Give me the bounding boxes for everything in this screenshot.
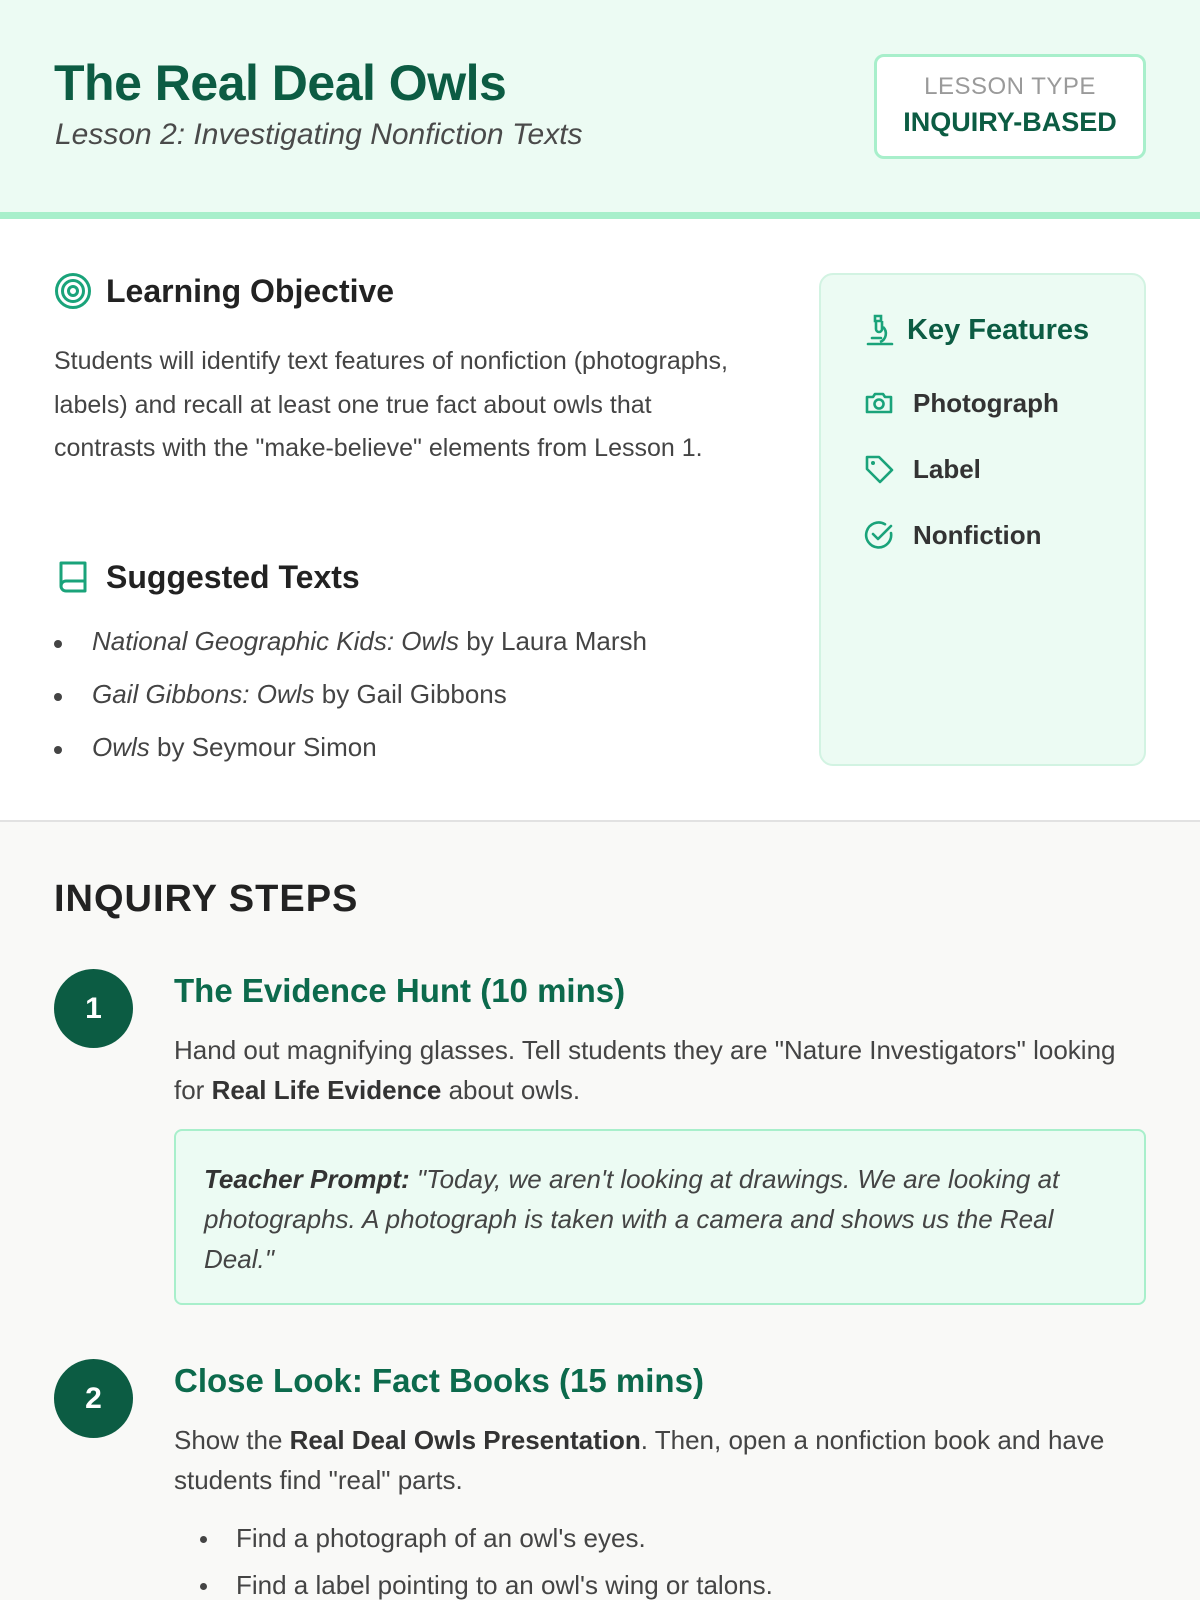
key-feature-label: Label: [913, 453, 981, 484]
list-item: Find a photograph of an owl's eyes.: [200, 1518, 773, 1565]
list-item: Find a label pointing to an owl's wing or talons.: [200, 1565, 773, 1600]
objective-heading: [54, 272, 394, 310]
book-author: by Seymour Simon: [157, 732, 377, 762]
inquiry-steps-title: INQUIRY STEPS: [54, 878, 359, 920]
list-item: [54, 669, 647, 722]
key-features-title: Key Features: [907, 313, 1090, 346]
lesson-type-badge: [874, 54, 1146, 159]
step-bullet-list: [200, 1518, 773, 1600]
key-features-heading: [863, 313, 1089, 347]
teacher-prompt-box: [174, 1129, 1146, 1305]
tag-icon: [863, 453, 895, 485]
suggested-texts-heading: [54, 558, 360, 596]
check-circle-icon: [863, 519, 895, 551]
book-title: National Geographic Kids: Owls: [92, 626, 460, 656]
book-author: by Laura Marsh: [466, 626, 647, 656]
key-feature-item: [863, 519, 1042, 551]
teacher-prompt-text: "Today, we aren't looking at drawings. We are looking at photographs. A photograph is taken with a camera and shows us the Real Deal.": [204, 1164, 1060, 1274]
list-item: [54, 616, 647, 669]
list-item: [54, 722, 647, 775]
teacher-prompt-label: Teacher Prompt:: [204, 1164, 410, 1194]
microscope-icon: [863, 313, 897, 347]
objective-text: Students will identify text features of nonfiction (photographs, labels) and recall at least one true fact about owls that contrasts with the "make-believe" elements from Lesson 1.: [54, 347, 728, 462]
lesson-type-value: INQUIRY-BASED: [903, 107, 1117, 137]
step-title: The Evidence Hunt (10 mins): [174, 972, 626, 1009]
book-icon: [54, 558, 92, 596]
target-icon: [54, 272, 92, 310]
key-feature-label: Nonfiction: [913, 519, 1042, 550]
page-subtitle: Lesson 2: Investigating Nonfiction Texts: [55, 118, 583, 151]
suggested-texts-title: Suggested Texts: [106, 558, 360, 595]
camera-icon: [863, 387, 895, 419]
key-feature-label: Photograph: [913, 387, 1059, 418]
step-description: Hand out magnifying glasses. Tell students they are "Nature Investigators" looking for Real Life Evidence about owls.: [174, 1035, 1116, 1105]
step-number-badge: 1: [54, 969, 133, 1048]
step-description: Show the Real Deal Owls Presentation. Then, open a nonfiction book and have students find "real" parts.: [174, 1425, 1105, 1495]
page-title: The Real Deal Owls: [54, 55, 507, 111]
lesson-type-label: LESSON TYPE: [924, 73, 1096, 100]
step-number-badge: 2: [54, 1359, 133, 1438]
key-feature-item: [863, 387, 1059, 419]
step-title: Close Look: Fact Books (15 mins): [174, 1362, 704, 1399]
book-title: Owls: [92, 732, 150, 762]
key-features-card: [819, 273, 1146, 766]
book-title: Gail Gibbons: Owls: [92, 679, 315, 709]
objective-title: Learning Objective: [106, 272, 395, 309]
book-author: by Gail Gibbons: [321, 679, 507, 709]
header-divider: [0, 212, 1200, 219]
suggested-texts-list: [54, 616, 647, 775]
key-feature-item: [863, 453, 981, 485]
